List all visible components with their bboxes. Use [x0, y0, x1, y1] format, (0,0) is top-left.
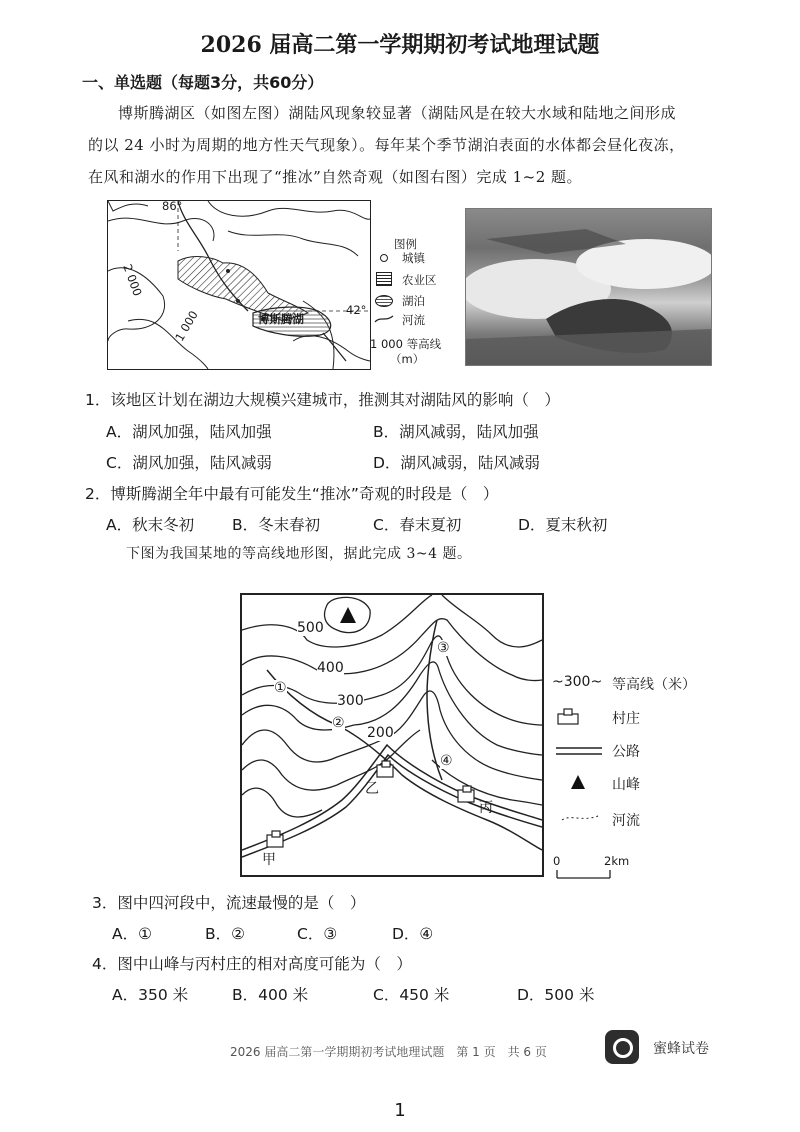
- question-1-option-d[interactable]: D．湖风减弱，陆风减弱: [373, 454, 540, 472]
- page-title: 2026 届高二第一学期期初考试地理试题: [200, 32, 600, 58]
- river-legend-icon: [560, 812, 600, 824]
- question-4-option-b[interactable]: B．400 米: [232, 986, 309, 1004]
- farm-icon: [376, 272, 392, 286]
- question-3-option-d[interactable]: D．④: [392, 925, 434, 943]
- legend-road: 公路: [612, 744, 640, 760]
- road-icon: [556, 746, 602, 756]
- brand-badge: [605, 1030, 725, 1064]
- legend-contour-sample: [552, 674, 602, 690]
- question-1-option-c[interactable]: C．湖风加强，陆风减弱: [106, 454, 272, 472]
- village-bing-label: 丙: [479, 800, 493, 816]
- peak-icon: [570, 774, 586, 790]
- question-1-option-b[interactable]: B．湖风减弱，陆风加强: [373, 423, 539, 441]
- legend-river-2: 河流: [612, 813, 640, 829]
- legend-contour-dash-right: ~: [590, 674, 603, 690]
- question-2-stem: 2．博斯腾湖全年中最有可能发生“推冰”奇观的时段是（ ）: [85, 485, 499, 503]
- intro-line-2: 的以 24 小时为周期的地方性天气现象）。每年某个季节湖泊表面的水体都会昼化夜冻，: [88, 136, 685, 154]
- lake-name-label: 博斯腾湖: [258, 312, 304, 326]
- question-1-stem: 1．该地区计划在湖边大规模兴建城市，推测其对湖陆风的影响（ ）: [85, 391, 560, 409]
- scale-zero: 0: [553, 854, 561, 868]
- question-2-option-b[interactable]: B．冬末春初: [232, 516, 321, 534]
- section-heading: 一、单选题（每题3分，共60分）: [82, 73, 324, 92]
- lake-icon: [375, 295, 393, 307]
- legend-contour-dash-left: ~: [552, 674, 564, 690]
- legend-town: 城镇: [402, 251, 425, 265]
- question-3-option-b[interactable]: B．②: [205, 925, 246, 943]
- page-number: 1: [394, 1100, 406, 1121]
- contour-1000-label: 1 000: [172, 308, 201, 344]
- scale-bar: [556, 868, 612, 880]
- village-jia-label: 甲: [262, 852, 276, 868]
- legend-lake: 湖泊: [402, 294, 425, 308]
- contour-200-label: 200: [367, 725, 394, 741]
- question-3-option-c[interactable]: C．③: [297, 925, 338, 943]
- latitude-label: 42°: [346, 303, 367, 317]
- question-3-stem: 3．图中四河段中，流速最慢的是（ ）: [92, 894, 366, 912]
- lake-map-drawing: [108, 201, 370, 369]
- contour-2000-label: 2 000: [120, 262, 145, 298]
- legend-river: 河流: [402, 313, 425, 327]
- river-segment-4: ④: [440, 753, 453, 769]
- intro-line-3: 在风和湖水的作用下出现了“推冰”自然奇观（如图右图）完成 1~2 题。: [88, 168, 583, 186]
- river-segment-3: ③: [437, 640, 450, 656]
- longitude-label: 86°: [162, 199, 183, 213]
- legend-farm: 农业区: [402, 273, 437, 287]
- question-3-option-a[interactable]: A．①: [112, 925, 152, 943]
- river-segment-2: ②: [332, 715, 345, 731]
- legend-contour-text: 等高线（米）: [612, 677, 696, 693]
- question-2-option-c[interactable]: C．春末夏初: [373, 516, 462, 534]
- contour-300-label: 300: [337, 693, 364, 709]
- legend-unit: （m）: [390, 352, 425, 366]
- town-icon: [380, 254, 388, 262]
- intro-line-1: 博斯腾湖区（如图左图）湖陆风现象较显著（湖陆风是在较大水域和陆地之间形成: [118, 104, 677, 122]
- question-4-option-a[interactable]: A．350 米: [112, 986, 189, 1004]
- scale-end: 2km: [604, 854, 630, 868]
- question-4-option-d[interactable]: D．500 米: [517, 986, 595, 1004]
- village-icon: [556, 706, 580, 726]
- brand-logo-ring: [613, 1038, 633, 1058]
- legend-title: 图例: [394, 237, 417, 251]
- legend-contour-value: 300: [563, 674, 591, 690]
- legend-village: 村庄: [612, 711, 640, 727]
- question-4-stem: 4．图中山峰与丙村庄的相对高度可能为（ ）: [92, 955, 412, 973]
- page-footer: 2026 届高二第一学期期初考试地理试题 第 1 页 共 6 页: [230, 1045, 547, 1059]
- contour-map: [240, 593, 544, 877]
- village-yi-label: 乙: [365, 781, 379, 797]
- contour-400-label: 400: [317, 660, 344, 676]
- intro-2: 下图为我国某地的等高线地形图，据此完成 3~4 题。: [126, 546, 472, 562]
- lake-map: [107, 200, 371, 370]
- question-1-option-a[interactable]: A．湖风加强，陆风加强: [106, 423, 272, 441]
- river-icon: [374, 314, 394, 324]
- question-2-option-d[interactable]: D．夏末秋初: [518, 516, 608, 534]
- legend-contour: 1 000 等高线: [370, 337, 442, 351]
- contour-500-label: 500: [297, 620, 324, 636]
- brand-logo-icon: [605, 1030, 639, 1064]
- ice-photo-drawing: [466, 209, 711, 365]
- brand-name: 蜜蜂试卷: [653, 1041, 709, 1057]
- ice-push-photo: [465, 208, 712, 366]
- question-2-option-a[interactable]: A．秋末冬初: [106, 516, 195, 534]
- question-4-option-c[interactable]: C．450 米: [373, 986, 450, 1004]
- river-segment-1: ①: [274, 680, 287, 696]
- legend-peak: 山峰: [612, 777, 640, 793]
